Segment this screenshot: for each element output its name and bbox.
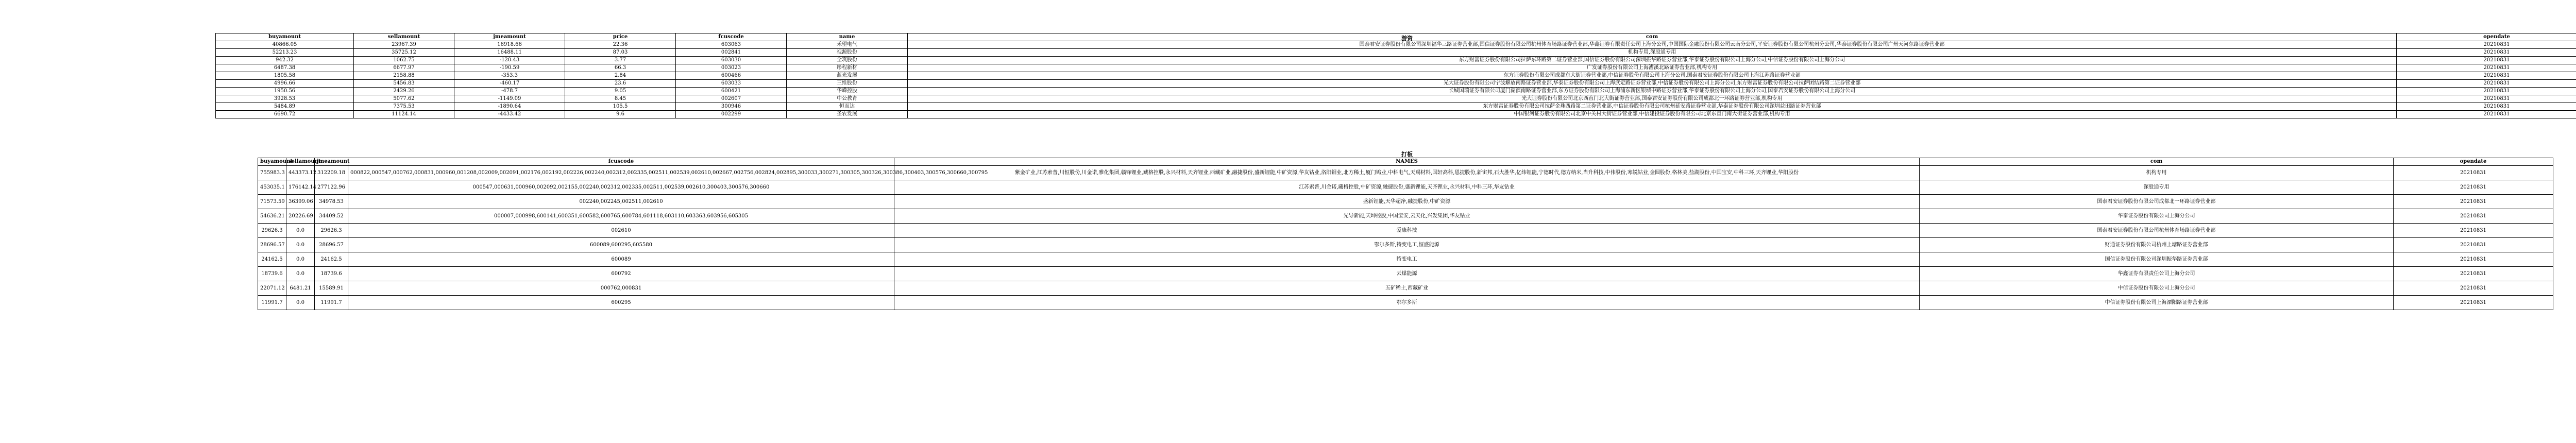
table-cell: 443373.12 <box>286 166 315 180</box>
table-cell: 002240,002245,002511,002610 <box>348 195 894 209</box>
table-cell: 禾望电气 <box>787 41 908 49</box>
table-row <box>258 180 2553 195</box>
table-cell: 彤程新材 <box>787 64 908 72</box>
table-cell: 国泰君安证券股份有限公司深圳福华三路证券营业部,国信证券股份有限公司杭州体育场路证券营业部,华鑫证券有限责任公司上海分公司,中国国际金融股份有限公司云南分公司,平安证券股份有限公司杭州分公司,华泰证券股份有限公司广州天河东路证券营业部 <box>908 41 2397 49</box>
table-cell: 20210831 <box>2394 252 2553 267</box>
table-cell: 71573.59 <box>258 195 286 209</box>
table-cell: 003023 <box>676 64 787 72</box>
table-cell: 105.5 <box>565 103 676 111</box>
table-cell: 2158.88 <box>354 72 454 80</box>
table-cell: 22071.12 <box>258 281 286 296</box>
table-cell: 1950.56 <box>216 88 354 95</box>
table-cell: 603033 <box>676 80 787 88</box>
table-cell: 6677.97 <box>354 64 454 72</box>
table-row <box>258 267 2553 281</box>
table-cell: 20210831 <box>2394 281 2553 296</box>
table-cell: 20210831 <box>2394 180 2553 195</box>
table-cell: -4433.42 <box>454 111 565 118</box>
table-cell: 0.0 <box>286 224 315 238</box>
table-cell: 0.0 <box>286 252 315 267</box>
table-cell: 54636.21 <box>258 209 286 224</box>
table-cell: 600295 <box>348 296 894 310</box>
table-cell: 002841 <box>676 49 787 57</box>
table-cell: 中信证券股份有限公司上海分公司 <box>1920 281 2394 296</box>
table-cell: 爱康科技 <box>894 224 1920 238</box>
table-cell: 18739.6 <box>258 267 286 281</box>
table-cell: 国泰君安证券股份有限公司成都北一环路证券营业部 <box>1920 195 2394 209</box>
table-cell: 先导新能,天坤控股,中国宝安,云天化,兴发集团,华友钴业 <box>894 209 1920 224</box>
table-cell: 20210831 <box>2394 238 2553 252</box>
table-cell: 300946 <box>676 103 787 111</box>
table-cell: 277122.96 <box>315 180 348 195</box>
table-cell: 3928.53 <box>216 95 354 103</box>
table-cell: -120.43 <box>454 57 565 64</box>
column-header: buyamount <box>258 158 286 166</box>
table-cell: 16918.66 <box>454 41 565 49</box>
table-cell: 002610 <box>348 224 894 238</box>
column-header: fcuscode <box>676 33 787 41</box>
table-cell: 蓝光发展 <box>787 72 908 80</box>
table-cell: 鄂尔多斯,特变电工,恒盛能源 <box>894 238 1920 252</box>
table-row <box>258 209 2553 224</box>
table-cell: 20210831 <box>2397 41 2576 49</box>
table-cell: 35725.12 <box>354 49 454 57</box>
table-cell: 11124.14 <box>354 111 454 118</box>
table-cell: 3.77 <box>565 57 676 64</box>
table-row <box>258 252 2553 267</box>
table-cell: 华泰证券股份有限公司上海分公司 <box>1920 209 2394 224</box>
table-cell: 36399.06 <box>286 195 315 209</box>
table-cell: 20210831 <box>2394 166 2553 180</box>
table-cell: 云煤能源 <box>894 267 1920 281</box>
table-cell: 华鑫证券有限责任公司上海分公司 <box>1920 267 2394 281</box>
table-cell: -190.59 <box>454 64 565 72</box>
table-cell: 312209.18 <box>315 166 348 180</box>
table-cell: 东方财富证券股份有限公司拉萨金珠西路第二证券营业部,中信证券股份有限公司杭州延安路证券营业部,华泰证券股份有限公司深圳益田路证券营业部 <box>908 103 2397 111</box>
table-cell: 三维股份 <box>787 80 908 88</box>
table-cell: 603030 <box>676 57 787 64</box>
table-row <box>258 296 2553 310</box>
table-cell: 光大证券股份有限公司北京西直门北大街证券营业部,国泰君安证券股份有限公司成都北一环路证券营业部,机构专用 <box>908 95 2397 103</box>
table-cell: 40866.05 <box>216 41 354 49</box>
table-cell: 中国银河证券股份有限公司北京中关村大街证券营业部,中信建投证券股份有限公司北京东直门南大街证券营业部,机构专用 <box>908 111 2397 118</box>
table-cell: 28696.57 <box>315 238 348 252</box>
table-cell: -1149.09 <box>454 95 565 103</box>
table-cell: 755983.3 <box>258 166 286 180</box>
column-header: jmeamount <box>454 33 565 41</box>
table-cell: 15589.91 <box>315 281 348 296</box>
table-cell: 0.0 <box>286 267 315 281</box>
column-header: price <box>565 33 676 41</box>
table-cell: 国信证券股份有限公司深圳振华路证券营业部 <box>1920 252 2394 267</box>
table-cell: 20210831 <box>2397 64 2576 72</box>
table-cell: 000822,000547,000762,000831,000960,001208,002009,002091,002176,002192,002226,002240,002312,002335,002511,002539,002610,002667,002756,002824,002895,300033,300271,300305,300326,300386,300403,300576,300660,300795 <box>348 166 894 180</box>
table-row <box>216 49 2576 57</box>
table-cell: 16488.11 <box>454 49 565 57</box>
table-cell: 20210831 <box>2397 95 2576 103</box>
table-cell: 特变电工 <box>894 252 1920 267</box>
table-cell: 广发证券股份有限公司上海漕溪北路证券营业部,机构专用 <box>908 64 2397 72</box>
table-cell: 11991.7 <box>258 296 286 310</box>
table-cell: 20210831 <box>2394 209 2553 224</box>
table-cell: 23967.39 <box>354 41 454 49</box>
table-cell: 20210831 <box>2397 49 2576 57</box>
table-cell: 8.45 <box>565 95 676 103</box>
table-cell: 34978.53 <box>315 195 348 209</box>
table-cell: 002607 <box>676 95 787 103</box>
table-cell: 江苏索普,川金诺,藏格控股,中矿资源,融捷股份,盛新锂能,天齐锂业,永兴材料,中科三环,华友钴业 <box>894 180 1920 195</box>
table1-caption: 游资 <box>0 35 2576 43</box>
table-cell: -460.17 <box>454 80 565 88</box>
table-row <box>258 238 2553 252</box>
table-cell: 600792 <box>348 267 894 281</box>
table-cell: 财通证券股份有限公司杭州上塘路证券营业部 <box>1920 238 2394 252</box>
table-cell: 29626.3 <box>258 224 286 238</box>
table-cell: 24162.5 <box>315 252 348 267</box>
table-row <box>216 103 2576 111</box>
table-cell: 中信证券股份有限公司上海溧阳路证券营业部 <box>1920 296 2394 310</box>
table-cell: 20210831 <box>2397 103 2576 111</box>
table-cell: 29626.3 <box>315 224 348 238</box>
daban-table <box>258 158 2553 310</box>
table-row <box>216 72 2576 80</box>
column-header: fcuscode <box>348 158 894 166</box>
column-header: com <box>908 33 2397 41</box>
table-row <box>258 166 2553 180</box>
table-cell: 20210831 <box>2397 80 2576 88</box>
table-cell: -478.7 <box>454 88 565 95</box>
table-cell: 0.0 <box>286 238 315 252</box>
column-header: buyamount <box>216 33 354 41</box>
table-cell: 28696.57 <box>258 238 286 252</box>
table-cell: 000007,000998,600141,600351,600582,600765,600784,601118,603110,603363,603956,605305 <box>348 209 894 224</box>
table-cell: 1062.75 <box>354 57 454 64</box>
table-cell: 20210831 <box>2394 267 2553 281</box>
table-cell: 24162.5 <box>258 252 286 267</box>
table-cell: 5484.89 <box>216 103 354 111</box>
table-cell: 002299 <box>676 111 787 118</box>
table-cell: 中公教育 <box>787 95 908 103</box>
table-cell: 20210831 <box>2397 72 2576 80</box>
table1-body <box>216 41 2576 118</box>
table-cell: 18739.6 <box>315 267 348 281</box>
table-cell: 176142.14 <box>286 180 315 195</box>
table-cell: 34409.52 <box>315 209 348 224</box>
table-row <box>216 88 2576 95</box>
column-header: com <box>1920 158 2394 166</box>
table-cell: 600421 <box>676 88 787 95</box>
table-cell: 942.32 <box>216 57 354 64</box>
table-cell: 6481.21 <box>286 281 315 296</box>
table-cell: 视源股份 <box>787 49 908 57</box>
table-cell: 机构专用,深股通专用 <box>908 49 2397 57</box>
table-cell: 国泰君安证券股份有限公司杭州体育场路证券营业部 <box>1920 224 2394 238</box>
table-cell: 20226.69 <box>286 209 315 224</box>
table-cell: 453035.1 <box>258 180 286 195</box>
table-cell: 20210831 <box>2394 224 2553 238</box>
table-cell: 盛新锂能,天华超净,融捷股份,中矿资源 <box>894 195 1920 209</box>
column-header: opendate <box>2397 33 2576 41</box>
column-header: name <box>787 33 908 41</box>
table-cell: 20210831 <box>2397 111 2576 118</box>
column-header: opendate <box>2394 158 2553 166</box>
table-row <box>258 224 2553 238</box>
table2-body <box>258 166 2553 310</box>
column-header: sellamount <box>286 158 315 166</box>
table-cell: 深股通专用 <box>1920 180 2394 195</box>
table-row <box>216 57 2576 64</box>
table-cell: 9.05 <box>565 88 676 95</box>
table-cell: 23.6 <box>565 80 676 88</box>
table-cell: 11991.7 <box>315 296 348 310</box>
table-cell: 4996.66 <box>216 80 354 88</box>
table-cell: 6690.72 <box>216 111 354 118</box>
table-cell: 五矿稀土,西藏矿业 <box>894 281 1920 296</box>
table-cell: 华嵘控股 <box>787 88 908 95</box>
table-row <box>216 95 2576 103</box>
column-header: jmeamount <box>315 158 348 166</box>
table-cell: 全筑股份 <box>787 57 908 64</box>
table-cell: 鄂尔多斯 <box>894 296 1920 310</box>
table-cell: 20210831 <box>2397 57 2576 64</box>
column-header: NAMES <box>894 158 1920 166</box>
table-cell: 圣农发展 <box>787 111 908 118</box>
table-cell: 600466 <box>676 72 787 80</box>
table2-caption: 打板 <box>0 150 2576 159</box>
table-cell: 2429.26 <box>354 88 454 95</box>
table-cell: 长城国瑞证券有限公司厦门湖滨南路证券营业部,东方证券股份有限公司上海浦东新区银城中路证券营业部,华泰证券股份有限公司上海分公司,国泰君安证券股份有限公司上海分公司 <box>908 88 2397 95</box>
table-cell: 东方证券股份有限公司成都东大街证券营业部,中信证券股份有限公司上海分公司,国泰君安证券股份有限公司上海江苏路证券营业部 <box>908 72 2397 80</box>
table-cell: 20210831 <box>2394 296 2553 310</box>
table-cell: 9.6 <box>565 111 676 118</box>
table-cell: 20210831 <box>2394 195 2553 209</box>
table-row <box>216 80 2576 88</box>
table-row <box>216 111 2576 118</box>
table-cell: 000762,000831 <box>348 281 894 296</box>
table-cell: 66.3 <box>565 64 676 72</box>
table-cell: 5456.83 <box>354 80 454 88</box>
table-cell: 600089,600295,605580 <box>348 238 894 252</box>
table-cell: 0.0 <box>286 296 315 310</box>
table-cell: 7375.53 <box>354 103 454 111</box>
table-cell: 600089 <box>348 252 894 267</box>
column-header: sellamount <box>354 33 454 41</box>
table-cell: 光大证券股份有限公司宁波解放南路证券营业部,华泰证券股份有限公司上海武定路证券营业部,中信证券股份有限公司上海分公司,东方财富证券股份有限公司拉萨团结路第二证券营业部 <box>908 80 2397 88</box>
table-cell: 6487.38 <box>216 64 354 72</box>
table-cell: -353.3 <box>454 72 565 80</box>
table-cell: 22.36 <box>565 41 676 49</box>
table-cell: 2.84 <box>565 72 676 80</box>
table-row <box>258 195 2553 209</box>
table-cell: 东方财富证券股份有限公司拉萨东环路第二证券营业部,国信证券股份有限公司深圳振华路证券营业部,华泰证券股份有限公司上海分公司,中信证券股份有限公司上海分公司 <box>908 57 2397 64</box>
table-cell: 5077.62 <box>354 95 454 103</box>
youzi-table <box>215 33 2576 118</box>
table-row <box>216 64 2576 72</box>
table-cell: 52213.23 <box>216 49 354 57</box>
table-cell: 恒而达 <box>787 103 908 111</box>
table-cell: 20210831 <box>2397 88 2576 95</box>
table-cell: 紫金矿业,江苏索普,川恒股份,川金诺,雅化集团,赣锋锂业,藏格控股,永兴材料,天齐锂业,西藏矿业,融捷股份,盛新锂能,中矿资源,华友钴业,洛阳钼业,北方稀土,厦门钨业,中科电气,天赐材料,国轩高科,恩捷股份,新宙邦,石大胜华,亿纬锂能,宁德时代,德方纳米,当升科技,中伟股份,寒锐钴业,金圆股份,格林美,盐湖股份,中国宝安,中科三环,天齐锂业,华阳股份 <box>894 166 1920 180</box>
table-cell: 机构专用 <box>1920 166 2394 180</box>
table-cell: 603063 <box>676 41 787 49</box>
table-row <box>258 281 2553 296</box>
table-cell: 1805.58 <box>216 72 354 80</box>
table-cell: -1890.64 <box>454 103 565 111</box>
table-cell: 000547,000631,000960,002092,002155,002240,002312,002335,002511,002539,002610,300403,300576,300660 <box>348 180 894 195</box>
table-cell: 87.03 <box>565 49 676 57</box>
table2-header-row <box>258 158 2553 166</box>
